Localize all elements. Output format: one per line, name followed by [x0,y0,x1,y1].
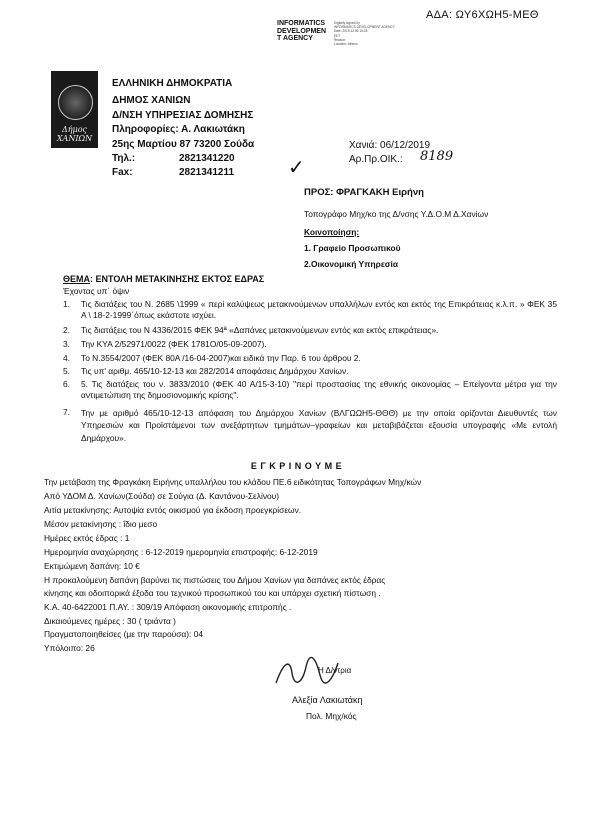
list-item: Το Ν.3554/2007 (ΦΕΚ 80Α /16-04-2007)και ειδικά την Παρ. 6 του άρθρου 2. [81,353,361,363]
checkmark-icon: ✓ [288,155,305,179]
municipality-heading: ΔΗΜΟΣ ΧΑΝΙΩΝ [112,95,191,106]
list-number: 7. [63,407,70,417]
detail-line: Ημερομηνία αναχώρησης : 6-12-2019 ημερομηνία επιστροφής: 6-12-2019 [44,547,318,557]
stamp-detail-line: EET [334,33,341,38]
digital-signature-stamp [277,20,326,43]
signatory-title: Πολ. Μηχ/κός [306,711,357,721]
approve-heading: Ε Γ Κ Ρ Ι Ν Ο Υ Μ Ε [250,461,343,471]
fax-label: Fax: [112,167,133,178]
detail-line: Δικαιούμενες ημέρες : 30 ( τριάντα ) [44,616,176,626]
detail-line: Την μετάβαση της Φραγκάκη Ειρήνης υπαλλήλου του κλάδου ΠΕ.6 ειδικότητας Τοπογράφων Μηχ/κών [44,477,422,487]
info-contact: Πληροφορίες: Α. Λακιωτάκη [112,124,245,135]
detail-line: Αιτία μετακίνησης: Αυτοψία εντός οικισμού για έκδοση προεγκρίσεων. [44,505,302,515]
detail-line: Μέσον μετακίνησης : ΐδιο μεσο [44,519,158,529]
stamp-line: T AGENCY [277,35,313,42]
list-number: 6. [63,379,70,389]
directorate-heading: Δ/ΝΣΗ ΥΠΗΡΕΣΙΑΣ ΔΟΜΗΣΗΣ [112,110,254,121]
detail-line: κίνησης και οδοιπορικά έξοδα του τεχνικού προσωπικού του και υπάρχει σχετική πίστωση . [44,588,381,598]
list-item: Την με αριθμό 465/10-12-13 απόφαση του Δημάρχου Χανίων (ΒΛΓΩΩΗ5-ΘΘΘ) με την οποία ορίζονται Διευθυντές των Υπηρεσιών και Προϊστάμενοι των ανεξάρτητων τμημάτων–γραφείων και μεταβιβάζεται εξουσία υπογραφής «Με εντολή Δημάρχου». [81,408,557,443]
list-number: 4. [63,353,70,363]
recipient-to: ΠΡΟΣ: ΦΡΑΓΚΑΚΗ Ειρήνη [304,187,424,198]
detail-line: Υπόλοιπο: 26 [44,643,95,653]
logo-caption: Δήμος ΧΑΝΙΩΝ [56,125,93,143]
recipient-role: Τοπογράφο Μηχ/κο της Δ/νσης Υ.Δ.Ο.Μ Δ.Χανίων [304,209,489,219]
cc-item: 2.Οικονομική Υπηρεσία [304,259,398,269]
stamp-line: INFORMATICS [277,20,326,27]
detail-line: Πραγματοποιηθείσες (με την παρούσα): 04 [44,629,204,639]
detail-line: Ημέρες εκτός έδρας : 1 [44,533,130,543]
stamp-detail-line: Digitally signed by [334,21,360,25]
list-item: Τις υπ' αριθμ. 465/10-12-13 και 282/2014 αποφάσεις Δημάρχου Χανίων. [81,366,349,376]
protocol-number: 8189 [420,149,454,164]
stamp-detail-line: INFORMATICS DEVELOPMENT AGENCY [334,25,395,30]
subject-text: : ΕΝΤΟΛΗ ΜΕΤΑΚΙΝΗΣΗΣ ΕΚΤΟΣ ΕΔΡΑΣ [90,274,265,284]
list-item: 5. Τις διατάξεις του ν. 3833/2010 (ΦΕΚ 40 Α/15-3-10) "περί προστασίας της εθνικής οικονομίας – Επείγοντα μέτρα για την αντιμετώπιση της δημοσιονομικής κρίσης". [81,379,557,400]
stamp-line: DEVELOPMEN [277,27,327,35]
list-number: 2. [63,325,70,335]
protocol-label: Αρ.Πρ.ΟΙΚ.: [349,154,403,165]
detail-line: Εκτιμώμενη δαπάνη: 10 € [44,561,140,571]
list-number: 3. [63,339,70,349]
list-item: Τις διατάξεις του Ν 4336/2015 ΦΕΚ 94ª «Δαπάνες μετακινούμενων εντός και εκτός επικράτειας». [81,325,439,335]
document-date: Χανιά: 06/12/2019 [349,140,431,151]
subject-line [63,274,264,285]
tel-label: Τηλ.: [112,153,136,164]
list-item: Την ΚΥΑ 2/52971/0022 (ΦΕΚ 1781Ο/05-09-2007). [81,339,267,349]
republic-heading: ΕΛΛΗΝΙΚΗ ΔΗΜΟΚΡΑΤΙΑ [112,78,233,89]
detail-line: Κ.Α. 40-6422001 Π.ΑΥ. : 309/19 Απόφαση οικονομικής επιτροπής . [44,602,292,612]
signatory-name: Αλεξία Λακιωτάκη [292,695,363,705]
stamp-details [334,21,395,46]
list-number: 5. [63,366,70,376]
tel-number: 2821341220 [179,153,235,164]
stamp-detail-line: Reason: [334,37,346,42]
detail-line: Από ΥΔΟΜ Δ. Χανίων(Σούδα) σε Σούγια (Δ. Καντάνου-Σελίνου) [44,491,280,501]
fax-number: 2821341211 [179,167,235,178]
signatory-role: Η Δ/ντρια [318,666,352,675]
detail-line: Η προκαλούμενη δαπάνη βαρύνει τις πιστώσεις του Δήμου Χανίων για δαπάνες εκτός έδρας [44,575,386,585]
ada-code: ΑΔΑ: ΩΥ6ΧΩΗ5-ΜΕΘ [426,9,539,21]
municipality-seal-icon [58,85,93,120]
subject-label: ΘΕΜΑ [63,274,90,284]
list-item: Τις διατάξεις του Ν. 2685 \1999 « περί καλύψεως μετακινούμενων υπαλλήλων εντός και εκτός της Επικράτειας κ.λ.π. » ΦΕΚ 35 Α \ 18-2-1999΄όπως εκάστοτε ισχύει. [81,299,557,320]
cc-label: Κοινοποίηση: [304,227,360,237]
stamp-detail-line: Date: 2019.12.06 15:23: [334,29,369,34]
list-number: 1. [63,299,70,309]
municipality-logo [51,71,98,148]
address: 25ης Μαρτίου 87 73200 Σούδα [112,139,255,150]
cc-item: 1. Γραφείο Προσωπικού [304,243,401,253]
stamp-detail-line: Location: Athens [334,42,358,47]
considering-label: Έχοντας υπ΄ όψιν [63,286,130,296]
